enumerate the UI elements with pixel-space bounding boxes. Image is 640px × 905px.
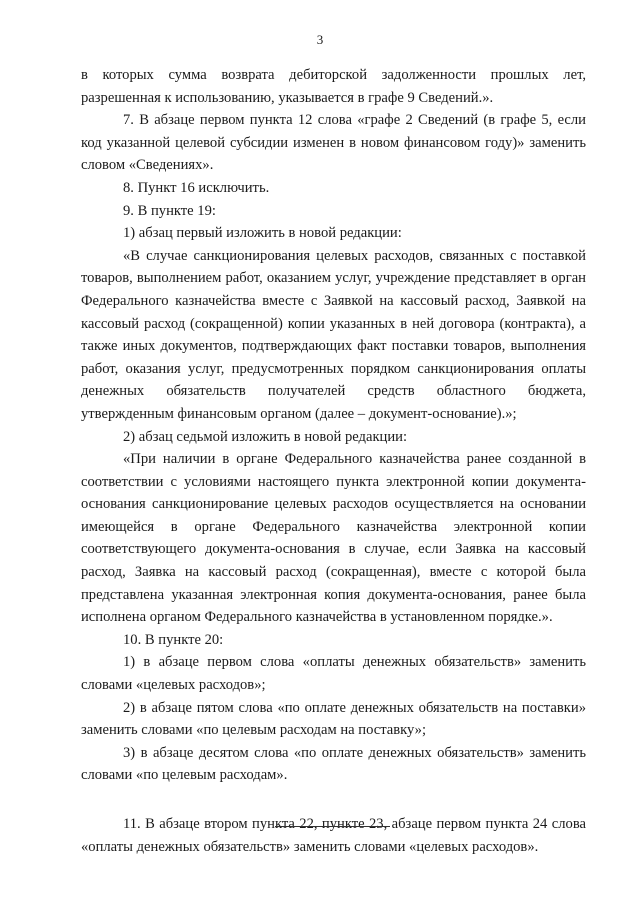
paragraph-item-9: 9. В пункте 19: xyxy=(123,202,216,219)
paragraph-item-9-2: 2) абзац седьмой изложить в новой редакции: xyxy=(123,428,408,445)
document-body xyxy=(81,64,586,858)
paragraph-item-10-2: 2) в абзаце пятом слова «по оплате денежных обязательств на поставки» заменить словами «по целевым расходам на поставку»; xyxy=(81,699,586,739)
paragraph-continuation: в которых сумма возврата дебиторской задолженности прошлых лет, разрешенная к использованию, указывается в графе 9 Сведений.». xyxy=(81,67,586,106)
paragraph-item-10-3: 3) в абзаце десятом слова «по оплате денежных обязательств» заменить словами «по целевым расходам». xyxy=(81,744,586,784)
paragraph-item-11: 11. В абзаце втором пункта 22, пункте 23, абзаце первом пункта 24 слова «оплаты денежных обязательств» заменить словами «целевых расходов». xyxy=(81,816,586,855)
paragraph-item-10: 10. В пункте 20: xyxy=(123,631,224,648)
paragraph-quote-2: «При наличии в органе Федерального казначейства ранее созданной в соответствии с условиями настоящего пункта электронной копии документа-основания санкционирование целевых расходов осуществляется на основании имеющейся в органе Федерального казначейства электронной копии соответствующего документа-основания в случае, если Заявка на кассовый расход, Заявка на кассовый расход (сокращенная), вместе с которой была представлена указанная электронная копия документа-основания, ранее была исполнена органом Федерального казначейства в установленном порядке.». xyxy=(81,451,586,626)
paragraph-item-9-1: 1) абзац первый изложить в новой редакции: xyxy=(123,225,402,242)
paragraph-item-7: 7. В абзаце первом пункта 12 слова «графе 2 Сведений (в графе 5, если код указанной целевой субсидии изменен в новом финансовом году)» заменить словом «Сведениях». xyxy=(81,112,586,174)
paragraph-item-8: 8. Пункт 16 исключить. xyxy=(123,179,270,196)
end-of-document-line xyxy=(275,826,390,827)
page-number: 3 xyxy=(316,32,324,47)
paragraph-item-10-1: 1) в абзаце первом слова «оплаты денежных обязательств» заменить словами «целевых расходов»; xyxy=(81,654,586,694)
paragraph-gap xyxy=(81,787,586,813)
paragraph-quote-1: «В случае санкционирования целевых расходов, связанных с поставкой товаров, выполнением работ, оказанием услуг, учреждение представляет в орган Федерального казначейства вместе с Заявкой на кассовый расход, Заявкой на кассовый расход (сокращенной) копии указанных в ней договора (контракта), а также иных документов, подтверждающих факт поставки товаров, выполнения работ, оказания услуг, предусмотренных порядком санкционирования оплаты денежных обязательств получателей средств областного бюджета, утвержденным финансовым органом (далее – документ-основание).»; xyxy=(81,247,586,422)
